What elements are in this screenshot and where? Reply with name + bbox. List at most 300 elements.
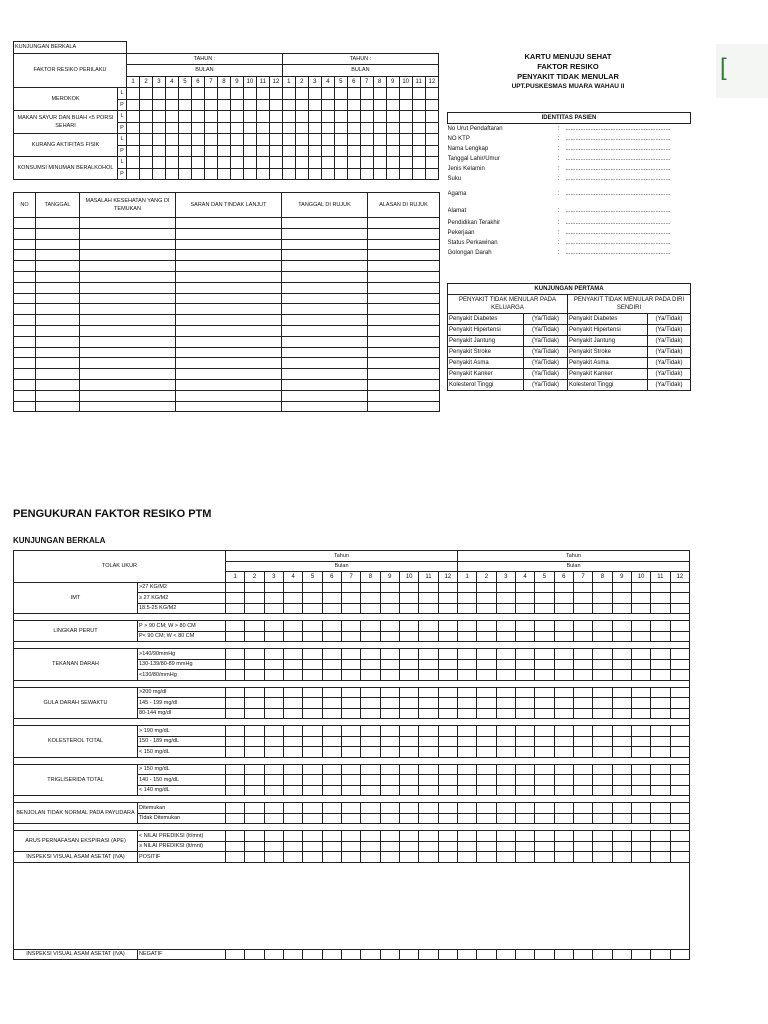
check-cell[interactable] <box>425 134 438 146</box>
measure-cell[interactable] <box>535 726 554 737</box>
measure-cell[interactable] <box>670 649 689 660</box>
measure-cell[interactable] <box>303 708 322 719</box>
check-cell[interactable] <box>243 168 256 180</box>
measure-cell[interactable] <box>264 593 283 604</box>
measure-cell[interactable] <box>264 775 283 786</box>
check-cell[interactable] <box>127 99 140 111</box>
measure-cell[interactable] <box>341 852 360 863</box>
check-cell[interactable] <box>334 168 347 180</box>
measure-cell[interactable] <box>438 736 457 747</box>
measure-cell[interactable] <box>341 670 360 681</box>
measure-cell[interactable] <box>264 708 283 719</box>
problem-table-cell[interactable] <box>36 228 80 239</box>
check-cell[interactable] <box>308 111 321 123</box>
measure-cell[interactable] <box>284 621 303 632</box>
measure-cell[interactable] <box>438 747 457 758</box>
problem-table-cell[interactable] <box>80 315 176 326</box>
check-cell[interactable] <box>399 145 412 157</box>
yes-no-answer[interactable]: (Ya/Tidak) <box>524 336 568 347</box>
measure-cell[interactable] <box>554 949 573 960</box>
measure-cell[interactable] <box>284 764 303 775</box>
measure-cell[interactable] <box>226 631 245 642</box>
check-cell[interactable] <box>152 99 165 111</box>
measure-cell[interactable] <box>341 747 360 758</box>
measure-cell[interactable] <box>515 831 534 842</box>
measure-cell[interactable] <box>496 593 515 604</box>
measure-cell[interactable] <box>631 593 650 604</box>
measure-cell[interactable] <box>457 949 476 960</box>
measure-cell[interactable] <box>226 649 245 660</box>
check-cell[interactable] <box>321 157 334 169</box>
problem-table-cell[interactable] <box>368 282 440 293</box>
measure-cell[interactable] <box>496 949 515 960</box>
check-cell[interactable] <box>399 88 412 100</box>
check-cell[interactable] <box>412 111 425 123</box>
measure-cell[interactable] <box>438 831 457 842</box>
measure-cell[interactable] <box>399 736 418 747</box>
measure-cell[interactable] <box>535 949 554 960</box>
check-cell[interactable] <box>295 157 308 169</box>
measure-cell[interactable] <box>226 736 245 747</box>
check-cell[interactable] <box>425 99 438 111</box>
measure-cell[interactable] <box>245 582 264 593</box>
problem-table-cell[interactable] <box>176 390 282 401</box>
measure-cell[interactable] <box>264 698 283 709</box>
measure-cell[interactable] <box>651 698 670 709</box>
measure-cell[interactable] <box>496 708 515 719</box>
measure-cell[interactable] <box>399 949 418 960</box>
check-cell[interactable] <box>334 134 347 146</box>
measure-cell[interactable] <box>593 726 612 737</box>
check-cell[interactable] <box>127 134 140 146</box>
measure-cell[interactable] <box>284 582 303 593</box>
measure-cell[interactable] <box>419 582 438 593</box>
measure-cell[interactable] <box>361 852 380 863</box>
problem-table-cell[interactable] <box>282 218 368 229</box>
check-cell[interactable] <box>127 88 140 100</box>
measure-cell[interactable] <box>380 803 399 814</box>
measure-cell[interactable] <box>670 841 689 852</box>
measure-cell[interactable] <box>515 631 534 642</box>
check-cell[interactable] <box>152 134 165 146</box>
measure-cell[interactable] <box>593 670 612 681</box>
measure-cell[interactable] <box>419 649 438 660</box>
measure-cell[interactable] <box>419 603 438 614</box>
measure-cell[interactable] <box>535 582 554 593</box>
measure-cell[interactable] <box>264 726 283 737</box>
measure-cell[interactable] <box>631 764 650 775</box>
check-cell[interactable] <box>243 88 256 100</box>
measure-cell[interactable] <box>477 785 496 796</box>
measure-cell[interactable] <box>245 670 264 681</box>
measure-cell[interactable] <box>245 659 264 670</box>
measure-cell[interactable] <box>477 803 496 814</box>
measure-cell[interactable] <box>303 582 322 593</box>
problem-table-cell[interactable] <box>14 293 36 304</box>
measure-cell[interactable] <box>399 603 418 614</box>
measure-cell[interactable] <box>380 649 399 660</box>
measure-cell[interactable] <box>284 813 303 824</box>
measure-cell[interactable] <box>573 775 592 786</box>
measure-cell[interactable] <box>496 785 515 796</box>
measure-cell[interactable] <box>380 813 399 824</box>
measure-cell[interactable] <box>631 785 650 796</box>
check-cell[interactable] <box>256 168 269 180</box>
check-cell[interactable] <box>127 122 140 134</box>
measure-cell[interactable] <box>457 621 476 632</box>
measure-cell[interactable] <box>341 736 360 747</box>
measure-cell[interactable] <box>303 775 322 786</box>
measure-cell[interactable] <box>438 670 457 681</box>
check-cell[interactable] <box>334 88 347 100</box>
measure-cell[interactable] <box>303 841 322 852</box>
measure-cell[interactable] <box>303 747 322 758</box>
measure-cell[interactable] <box>573 764 592 775</box>
check-cell[interactable] <box>321 99 334 111</box>
measure-cell[interactable] <box>670 621 689 632</box>
check-cell[interactable] <box>217 157 230 169</box>
check-cell[interactable] <box>152 168 165 180</box>
measure-cell[interactable] <box>612 831 631 842</box>
measure-cell[interactable] <box>399 764 418 775</box>
check-cell[interactable] <box>308 145 321 157</box>
measure-cell[interactable] <box>515 649 534 660</box>
measure-cell[interactable] <box>322 852 341 863</box>
measure-cell[interactable] <box>380 582 399 593</box>
measure-cell[interactable] <box>361 687 380 698</box>
problem-table-cell[interactable] <box>282 293 368 304</box>
measure-cell[interactable] <box>438 949 457 960</box>
problem-table-cell[interactable] <box>368 293 440 304</box>
problem-table-cell[interactable] <box>80 304 176 315</box>
check-cell[interactable] <box>269 168 282 180</box>
measure-cell[interactable] <box>593 841 612 852</box>
measure-cell[interactable] <box>457 687 476 698</box>
measure-cell[interactable] <box>438 649 457 660</box>
measure-cell[interactable] <box>226 803 245 814</box>
measure-cell[interactable] <box>496 831 515 842</box>
check-cell[interactable] <box>347 88 360 100</box>
problem-table-cell[interactable] <box>80 218 176 229</box>
measure-cell[interactable] <box>593 803 612 814</box>
measure-cell[interactable] <box>593 631 612 642</box>
check-cell[interactable] <box>412 122 425 134</box>
measure-cell[interactable] <box>284 747 303 758</box>
problem-table-cell[interactable] <box>36 239 80 250</box>
check-cell[interactable] <box>269 122 282 134</box>
check-cell[interactable] <box>243 122 256 134</box>
measure-cell[interactable] <box>322 831 341 842</box>
check-cell[interactable] <box>243 157 256 169</box>
check-cell[interactable] <box>256 134 269 146</box>
problem-table-cell[interactable] <box>80 239 176 250</box>
measure-cell[interactable] <box>457 736 476 747</box>
check-cell[interactable] <box>282 111 295 123</box>
measure-cell[interactable] <box>361 736 380 747</box>
measure-cell[interactable] <box>438 631 457 642</box>
measure-cell[interactable] <box>593 775 612 786</box>
measure-cell[interactable] <box>477 949 496 960</box>
check-cell[interactable] <box>178 145 191 157</box>
check-cell[interactable] <box>347 157 360 169</box>
check-cell[interactable] <box>334 111 347 123</box>
measure-cell[interactable] <box>322 785 341 796</box>
measure-cell[interactable] <box>284 670 303 681</box>
measure-cell[interactable] <box>284 649 303 660</box>
measure-cell[interactable] <box>573 785 592 796</box>
check-cell[interactable] <box>230 134 243 146</box>
measure-cell[interactable] <box>573 687 592 698</box>
measure-cell[interactable] <box>380 736 399 747</box>
measure-cell[interactable] <box>515 708 534 719</box>
measure-cell[interactable] <box>670 775 689 786</box>
measure-cell[interactable] <box>341 708 360 719</box>
measure-cell[interactable] <box>631 582 650 593</box>
measure-cell[interactable] <box>303 698 322 709</box>
problem-table-cell[interactable] <box>80 336 176 347</box>
measure-cell[interactable] <box>573 593 592 604</box>
measure-cell[interactable] <box>419 593 438 604</box>
measure-cell[interactable] <box>284 726 303 737</box>
measure-cell[interactable] <box>245 831 264 842</box>
check-cell[interactable] <box>412 157 425 169</box>
check-cell[interactable] <box>373 157 386 169</box>
check-cell[interactable] <box>412 99 425 111</box>
check-cell[interactable] <box>425 122 438 134</box>
measure-cell[interactable] <box>361 841 380 852</box>
measure-cell[interactable] <box>496 659 515 670</box>
check-cell[interactable] <box>295 134 308 146</box>
check-cell[interactable] <box>282 122 295 134</box>
check-cell[interactable] <box>373 99 386 111</box>
measure-cell[interactable] <box>341 726 360 737</box>
problem-table-cell[interactable] <box>36 261 80 272</box>
measure-cell[interactable] <box>457 631 476 642</box>
measure-cell[interactable] <box>264 687 283 698</box>
check-cell[interactable] <box>282 134 295 146</box>
measure-cell[interactable] <box>264 949 283 960</box>
measure-cell[interactable] <box>361 708 380 719</box>
check-cell[interactable] <box>191 157 204 169</box>
measure-cell[interactable] <box>419 659 438 670</box>
measure-cell[interactable] <box>399 670 418 681</box>
measure-cell[interactable] <box>477 841 496 852</box>
measure-cell[interactable] <box>535 764 554 775</box>
measure-cell[interactable] <box>399 659 418 670</box>
measure-cell[interactable] <box>612 747 631 758</box>
measure-cell[interactable] <box>573 726 592 737</box>
measure-cell[interactable] <box>631 698 650 709</box>
measure-cell[interactable] <box>457 775 476 786</box>
problem-table-cell[interactable] <box>368 358 440 369</box>
measure-cell[interactable] <box>322 803 341 814</box>
problem-table-cell[interactable] <box>282 271 368 282</box>
measure-cell[interactable] <box>457 659 476 670</box>
measure-cell[interactable] <box>573 841 592 852</box>
measure-cell[interactable] <box>380 775 399 786</box>
check-cell[interactable] <box>230 157 243 169</box>
measure-cell[interactable] <box>438 582 457 593</box>
measure-cell[interactable] <box>361 747 380 758</box>
identity-field-input[interactable]: ............................................................... <box>565 208 671 214</box>
measure-cell[interactable] <box>612 785 631 796</box>
check-cell[interactable] <box>204 111 217 123</box>
measure-cell[interactable] <box>554 747 573 758</box>
measure-cell[interactable] <box>554 687 573 698</box>
check-cell[interactable] <box>230 122 243 134</box>
measure-cell[interactable] <box>322 764 341 775</box>
measure-cell[interactable] <box>322 659 341 670</box>
measure-cell[interactable] <box>573 649 592 660</box>
measure-cell[interactable] <box>322 708 341 719</box>
identity-field-input[interactable]: ............................................................... <box>565 126 671 132</box>
measure-cell[interactable] <box>303 621 322 632</box>
measure-cell[interactable] <box>438 841 457 852</box>
check-cell[interactable] <box>230 99 243 111</box>
yes-no-answer[interactable]: (Ya/Tidak) <box>648 380 691 391</box>
check-cell[interactable] <box>347 145 360 157</box>
measure-cell[interactable] <box>477 698 496 709</box>
problem-table-cell[interactable] <box>176 347 282 358</box>
problem-table-cell[interactable] <box>36 358 80 369</box>
problem-table-cell[interactable] <box>282 282 368 293</box>
measure-cell[interactable] <box>303 593 322 604</box>
measure-cell[interactable] <box>515 813 534 824</box>
check-cell[interactable] <box>140 157 153 169</box>
measure-cell[interactable] <box>303 785 322 796</box>
measure-cell[interactable] <box>651 831 670 842</box>
problem-table-cell[interactable] <box>80 293 176 304</box>
measure-cell[interactable] <box>322 670 341 681</box>
check-cell[interactable] <box>308 99 321 111</box>
measure-cell[interactable] <box>341 659 360 670</box>
check-cell[interactable] <box>152 157 165 169</box>
measure-cell[interactable] <box>303 831 322 842</box>
measure-cell[interactable] <box>457 803 476 814</box>
check-cell[interactable] <box>217 88 230 100</box>
measure-cell[interactable] <box>322 621 341 632</box>
measure-cell[interactable] <box>477 775 496 786</box>
measure-cell[interactable] <box>477 747 496 758</box>
problem-table-cell[interactable] <box>14 304 36 315</box>
measure-cell[interactable] <box>380 593 399 604</box>
measure-cell[interactable] <box>631 603 650 614</box>
measure-cell[interactable] <box>477 736 496 747</box>
measure-cell[interactable] <box>419 708 438 719</box>
measure-cell[interactable] <box>631 736 650 747</box>
measure-cell[interactable] <box>515 775 534 786</box>
measure-cell[interactable] <box>419 841 438 852</box>
measure-cell[interactable] <box>322 841 341 852</box>
measure-cell[interactable] <box>573 582 592 593</box>
measure-cell[interactable] <box>593 659 612 670</box>
measure-cell[interactable] <box>573 949 592 960</box>
measure-cell[interactable] <box>245 649 264 660</box>
problem-table-cell[interactable] <box>176 218 282 229</box>
measure-cell[interactable] <box>477 631 496 642</box>
problem-table-cell[interactable] <box>282 304 368 315</box>
measure-cell[interactable] <box>670 747 689 758</box>
measure-cell[interactable] <box>380 747 399 758</box>
check-cell[interactable] <box>295 99 308 111</box>
measure-cell[interactable] <box>496 621 515 632</box>
measure-cell[interactable] <box>438 708 457 719</box>
problem-table-cell[interactable] <box>368 390 440 401</box>
measure-cell[interactable] <box>322 726 341 737</box>
check-cell[interactable] <box>412 145 425 157</box>
measure-cell[interactable] <box>361 764 380 775</box>
check-cell[interactable] <box>425 168 438 180</box>
check-cell[interactable] <box>282 168 295 180</box>
check-cell[interactable] <box>230 88 243 100</box>
measure-cell[interactable] <box>361 603 380 614</box>
measure-cell[interactable] <box>245 775 264 786</box>
measure-cell[interactable] <box>670 603 689 614</box>
measure-cell[interactable] <box>322 775 341 786</box>
measure-cell[interactable] <box>341 803 360 814</box>
measure-cell[interactable] <box>651 841 670 852</box>
check-cell[interactable] <box>204 134 217 146</box>
identity-field-input[interactable]: ............................................................... <box>565 156 671 162</box>
measure-cell[interactable] <box>535 813 554 824</box>
measure-cell[interactable] <box>554 736 573 747</box>
measure-cell[interactable] <box>457 785 476 796</box>
measure-cell[interactable] <box>573 708 592 719</box>
measure-cell[interactable] <box>245 747 264 758</box>
problem-table-cell[interactable] <box>368 347 440 358</box>
measure-cell[interactable] <box>341 603 360 614</box>
measure-cell[interactable] <box>554 803 573 814</box>
measure-cell[interactable] <box>264 803 283 814</box>
check-cell[interactable] <box>269 88 282 100</box>
measure-cell[interactable] <box>496 631 515 642</box>
measure-cell[interactable] <box>380 764 399 775</box>
measure-cell[interactable] <box>573 803 592 814</box>
measure-cell[interactable] <box>670 670 689 681</box>
measure-cell[interactable] <box>419 764 438 775</box>
measure-cell[interactable] <box>284 736 303 747</box>
measure-cell[interactable] <box>670 698 689 709</box>
measure-cell[interactable] <box>322 582 341 593</box>
measure-cell[interactable] <box>612 621 631 632</box>
check-cell[interactable] <box>152 111 165 123</box>
check-cell[interactable] <box>399 122 412 134</box>
measure-cell[interactable] <box>380 831 399 842</box>
check-cell[interactable] <box>321 111 334 123</box>
measure-cell[interactable] <box>496 736 515 747</box>
measure-cell[interactable] <box>554 670 573 681</box>
check-cell[interactable] <box>178 99 191 111</box>
measure-cell[interactable] <box>496 670 515 681</box>
measure-cell[interactable] <box>341 831 360 842</box>
check-cell[interactable] <box>373 168 386 180</box>
measure-cell[interactable] <box>399 621 418 632</box>
check-cell[interactable] <box>256 157 269 169</box>
yes-no-answer[interactable]: (Ya/Tidak) <box>524 347 568 358</box>
check-cell[interactable] <box>217 99 230 111</box>
problem-table-cell[interactable] <box>368 325 440 336</box>
check-cell[interactable] <box>360 145 373 157</box>
measure-cell[interactable] <box>399 649 418 660</box>
measure-cell[interactable] <box>226 708 245 719</box>
check-cell[interactable] <box>152 88 165 100</box>
measure-cell[interactable] <box>515 803 534 814</box>
measure-cell[interactable] <box>226 698 245 709</box>
measure-cell[interactable] <box>226 593 245 604</box>
measure-cell[interactable] <box>670 785 689 796</box>
problem-table-cell[interactable] <box>176 239 282 250</box>
problem-table-cell[interactable] <box>282 358 368 369</box>
